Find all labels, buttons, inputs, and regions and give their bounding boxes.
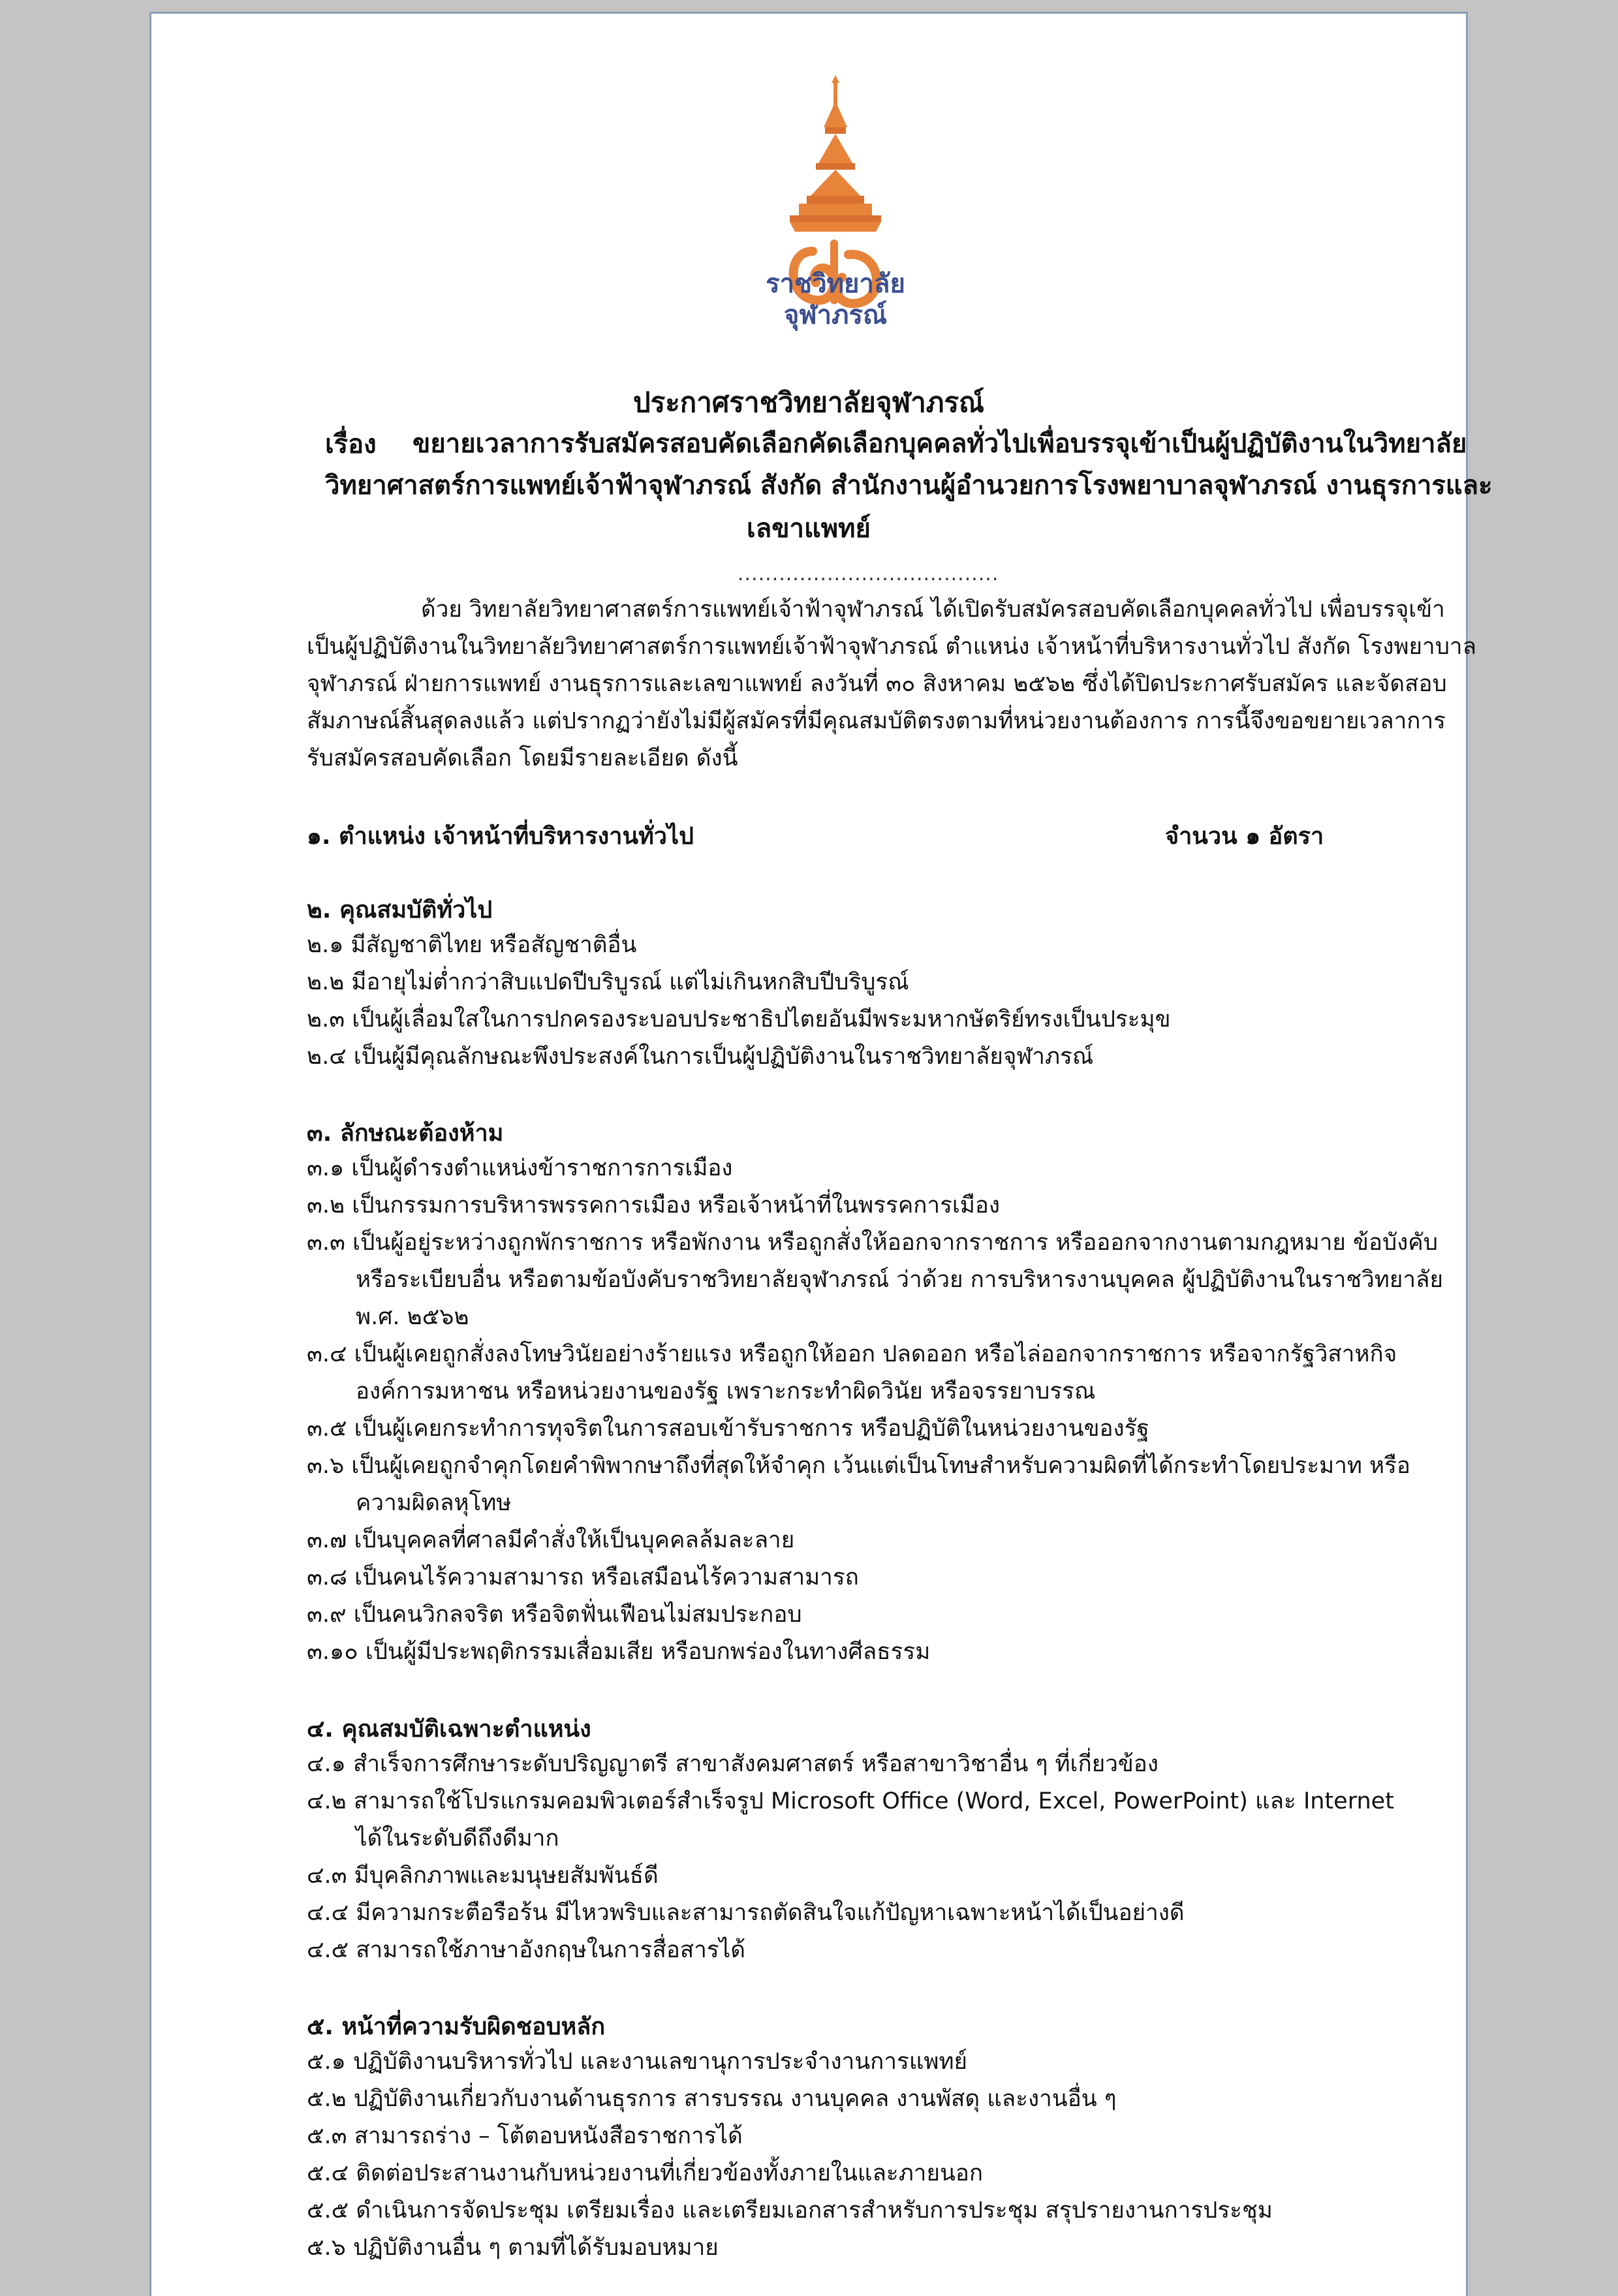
section2-heading: ๒. คุณสมบัติทั่วไป xyxy=(307,897,493,923)
section2-item: ๒.๔ เป็นผู้มีคุณลักษณะพึงประสงค์ในการเป็นผู้ปฏิบัติงานในราชวิทยาลัยจุฬาภรณ์ xyxy=(307,1044,1094,1070)
section2-item: ๒.๒ มีอายุไม่ต่ำกว่าสิบแปดปีบริบูรณ์ แต่ไม่เกินหกสิบปีบริบูรณ์ xyxy=(307,969,909,995)
logo-text-line1: ราชวิทยาลัย xyxy=(766,269,905,299)
subject-line-1: ขยายเวลาการรับสมัครสอบคัดเลือกคัดเลือกบุคคลทั่วไปเพื่อบรรจุเข้าเป็นผู้ปฏิบัติงานในวิทยาลัย xyxy=(412,429,1467,459)
section5-item: ๕.๓ สามารถร่าง – โต้ตอบหนังสือราชการได้ xyxy=(307,2123,743,2149)
subject-line-2: วิทยาศาสตร์การแพทย์เจ้าฟ้าจุฬาภรณ์ สังกัด สำนักงานผู้อำนวยการโรงพยาบาลจุฬาภรณ์ งานธุรการและ xyxy=(325,471,1493,501)
section3-item: ๓.๒ เป็นกรรมการบริหารพรรคการเมือง หรือเจ้าหน้าที่ในพรรคการเมือง xyxy=(307,1192,1001,1218)
section3-heading: ๓. ลักษณะต้องห้าม xyxy=(307,1120,504,1147)
section3-item-continuation: องค์การมหาชน หรือหน่วยงานของรัฐ เพราะกระทำผิดวินัย หรือจรรยาบรรณ xyxy=(356,1378,1096,1404)
subject-label: เรื่อง xyxy=(325,429,377,459)
section4-heading: ๔. คุณสมบัติเฉพาะตำแหน่ง xyxy=(307,1716,591,1743)
section3-item: ๓.๗ เป็นบุคคลที่ศาลมีคำสั่งให้เป็นบุคคลล้มละลาย xyxy=(307,1527,795,1553)
section3-item: ๓.๑๐ เป็นผู้มีประพฤติกรรมเสื่อมเสีย หรือบกพร่องในทางศีลธรรม xyxy=(307,1639,931,1665)
section5-item: ๕.๖ ปฏิบัติงานอื่น ๆ ตามที่ได้รับมอบหมาย xyxy=(307,2235,719,2261)
section4-item: ๔.๓ มีบุคลิกภาพและมนุษยสัมพันธ์ดี xyxy=(307,1863,659,1889)
section3-item: ๓.๓ เป็นผู้อยู่ระหว่างถูกพักราชการ หรือพักงาน หรือถูกสั่งให้ออกจากราชการ หรือออกจากงานตามกฎหมาย ข้อบังคับ xyxy=(307,1230,1438,1256)
section3-item-continuation: หรือระเบียบอื่น หรือตามข้อบังคับราชวิทยาลัยจุฬาภรณ์ ว่าด้วย การบริหารงานบุคคล ผู้ปฏิบัติงานในราชวิทยาลัย xyxy=(356,1267,1443,1293)
section3-item: ๓.๖ เป็นผู้เคยถูกจำคุกโดยคำพิพากษาถึงที่สุดให้จำคุก เว้นแต่เป็นโทษสำหรับความผิดที่ได้กระทำโดยประมาท หรือ xyxy=(307,1453,1410,1479)
section4-item: ๔.๔ มีความกระตือรือร้น มีไหวพริบและสามารถตัดสินใจแก้ปัญหาเฉพาะหน้าได้เป็นอย่างดี xyxy=(307,1900,1185,1926)
section4-item: ๔.๒ สามารถใช้โปรแกรมคอมพิวเตอร์สำเร็จรูป Microsoft Office (Word, Excel, PowerPoint) และ Internet xyxy=(307,1788,1394,1814)
section5-heading: ๕. หน้าที่ความรับผิดชอบหลัก xyxy=(307,2013,606,2040)
section5-item: ๕.๔ ติดต่อประสานงานกับหน่วยงานที่เกี่ยวข้องทั้งภายในและภายนอก xyxy=(307,2160,984,2186)
intro-line-1: ด้วย วิทยาลัยวิทยาศาสตร์การแพทย์เจ้าฟ้าจุฬาภรณ์ ได้เปิดรับสมัครสอบคัดเลือกบุคคลทั่วไป เพื่อบรรจุเข้า xyxy=(421,597,1445,623)
intro-line-2: เป็นผู้ปฏิบัติงานในวิทยาลัยวิทยาศาสตร์การแพทย์เจ้าฟ้าจุฬาภรณ์ ตำแหน่ง เจ้าหน้าที่บริหารงานทั่วไป สังกัด โรงพยาบาล xyxy=(307,634,1477,660)
section5-item: ๕.๑ ปฏิบัติงานบริหารทั่วไป และงานเลขานุการประจำงานการแพทย์ xyxy=(307,2049,968,2075)
section3-item: ๓.๔ เป็นผู้เคยถูกสั่งลงโทษวินัยอย่างร้ายแรง หรือถูกให้ออก ปลดออก หรือไล่ออกจากราชการ หรือจากรัฐวิสาหกิจ xyxy=(307,1341,1397,1367)
section2-item: ๒.๑ มีสัญชาติไทย หรือสัญชาติอื่น xyxy=(307,932,637,958)
section3-item: ๓.๙ เป็นคนวิกลจริต หรือจิตฟั่นเฟือนไม่สมประกอบ xyxy=(307,1602,802,1628)
intro-line-5: รับสมัครสอบคัดเลือก โดยมีรายละเอียด ดังนี้ xyxy=(307,745,738,771)
section3-item-continuation: ความผิดลหุโทษ xyxy=(356,1490,512,1516)
logo-text-line2: จุฬาภรณ์ xyxy=(783,300,888,330)
section5-item: ๕.๒ ปฏิบัติงานเกี่ยวกับงานด้านธุรการ สารบรรณ งานบุคคล งานพัสดุ และงานอื่น ๆ xyxy=(307,2086,1117,2112)
intro-line-4: สัมภาษณ์สิ้นสุดลงแล้ว แต่ปรากฏว่ายังไม่มีผู้สมัครที่มีคุณสมบัติตรงตามที่หน่วยงานต้องการ การนี้จึงขอขยายเวลาการ xyxy=(307,708,1446,734)
section3-item: ๓.๘ เป็นคนไร้ความสามารถ หรือเสมือนไร้ความสามารถ xyxy=(307,1564,859,1590)
section3-item-continuation: พ.ศ. ๒๕๖๒ xyxy=(356,1304,469,1330)
section4-item-continuation: ได้ในระดับดีถึงดีมาก xyxy=(356,1825,559,1852)
subject-line-3: เลขาแพทย์ xyxy=(747,514,871,544)
section3-item: ๓.๑ เป็นผู้ดำรงตำแหน่งข้าราชการการเมือง xyxy=(307,1155,733,1181)
section4-item: ๔.๕ สามารถใช้ภาษาอังกฤษในการสื่อสารได้ xyxy=(307,1937,746,1963)
divider-dots: ...................................... xyxy=(738,563,999,585)
announcement-title: ประกาศราชวิทยาลัยจุฬาภรณ์ xyxy=(632,386,985,418)
section1-heading: ๑. ตำแหน่ง เจ้าหน้าที่บริหารงานทั่วไป xyxy=(307,823,694,850)
section3-item: ๓.๕ เป็นผู้เคยกระทำการทุจริตในการสอบเข้ารับราชการ หรือปฏิบัติในหน่วยงานของรัฐ xyxy=(307,1416,1149,1442)
section2-item: ๒.๓ เป็นผู้เลื่อมใสในการปกครองระบอบประชาธิปไตยอันมีพระมหากษัตริย์ทรงเป็นประมุข xyxy=(307,1006,1171,1032)
intro-line-3: จุฬาภรณ์ ฝ่ายการแพทย์ งานธุรการและเลขาแพทย์ ลงวันที่ ๓๐ สิงหาคม ๒๕๖๒ ซึ่งได้ปิดประกาศรับสมัคร และจัดสอบ xyxy=(307,671,1447,697)
section5-item: ๕.๕ ดำเนินการจัดประชุม เตรียมเรื่อง และเตรียมเอกสารสำหรับการประชุม สรุปรายงานการประชุม xyxy=(307,2197,1273,2224)
position-count: จำนวน ๑ อัตรา xyxy=(1165,823,1324,850)
section4-item: ๔.๑ สำเร็จการศึกษาระดับปริญญาตรี สาขาสังคมศาสตร์ หรือสาขาวิชาอื่น ๆ ที่เกี่ยวข้อง xyxy=(307,1751,1159,1777)
